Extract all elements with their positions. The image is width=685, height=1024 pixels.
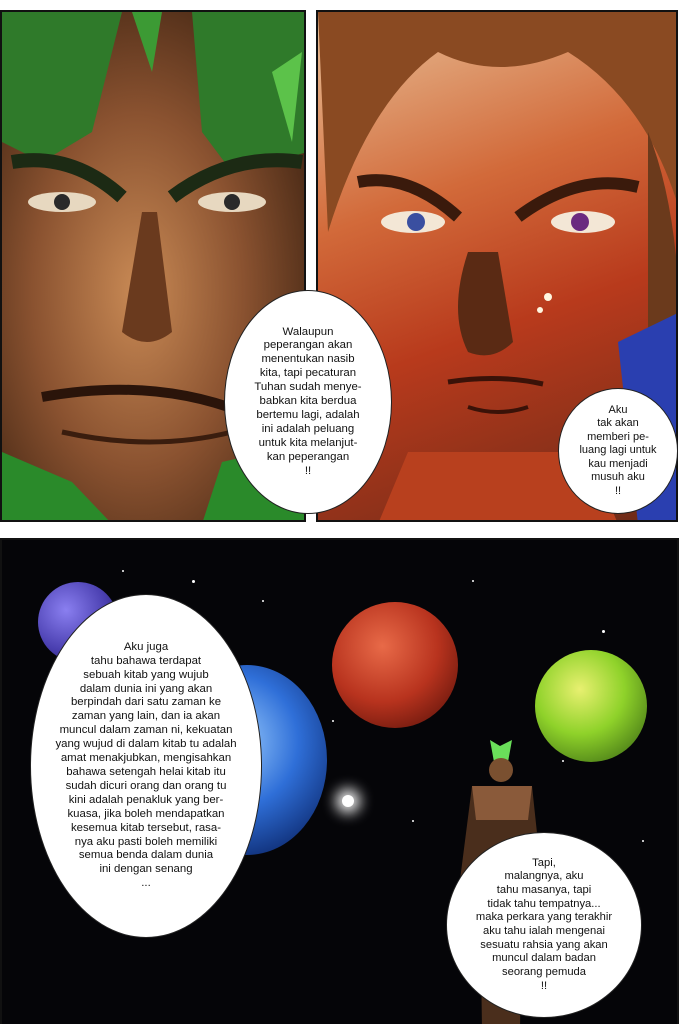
star [412, 820, 414, 822]
star [262, 600, 264, 602]
star [332, 720, 334, 722]
speech-bubble-1-text: Walaupun peperangan akan menentukan nasib kita, tapi pecaturan Tuhan sudah menye- babkan kita berdua bertemu lagi, adalah ini adalah peluang untuk kita melanjut- kan peperangan !! [254, 325, 362, 477]
speech-bubble-4 [446, 832, 642, 1018]
star [122, 570, 124, 572]
star [562, 760, 564, 762]
bright-star [342, 795, 354, 807]
speech-bubble-1 [224, 290, 392, 514]
speech-bubble-3-text: Aku juga tahu bahawa terdapat sebuah kitab yang wujub dalam dunia ini yang akan berpindah dari satu zaman ke zaman yang lain, dan ia akan muncul dalam zaman ni, kekuatan yang wujud di dalam kitab tu adalah amat menakjubkan, mengisahkan bahawa setengah helai kitab itu sudah dicuri orang dan orang tu kini adalah penakluk yang ber- kuasa, jika boleh mendapatkan kesemua kitab tersebut, rasa- nya aku pasti boleh memiliki semua benda dalam dunia ini dengan senang ... [55, 640, 237, 890]
star [472, 580, 474, 582]
speech-bubble-3 [30, 594, 262, 938]
planet-red [332, 602, 458, 728]
star [192, 580, 195, 583]
star [642, 840, 644, 842]
speech-bubble-4-text: Tapi, malangnya, aku tahu masanya, tapi tidak tahu tempatnya... maka perkara yang terakhir aku tahu ialah mengenai sesuatu rahsia yang akan muncul dalam badan seorang pemuda !! [475, 856, 613, 992]
speech-bubble-2-text: Aku tak akan memberi pe- luang lagi untuk kau menjadi musuh aku !! [579, 404, 657, 497]
star [602, 630, 605, 633]
speech-bubble-2 [558, 388, 678, 514]
